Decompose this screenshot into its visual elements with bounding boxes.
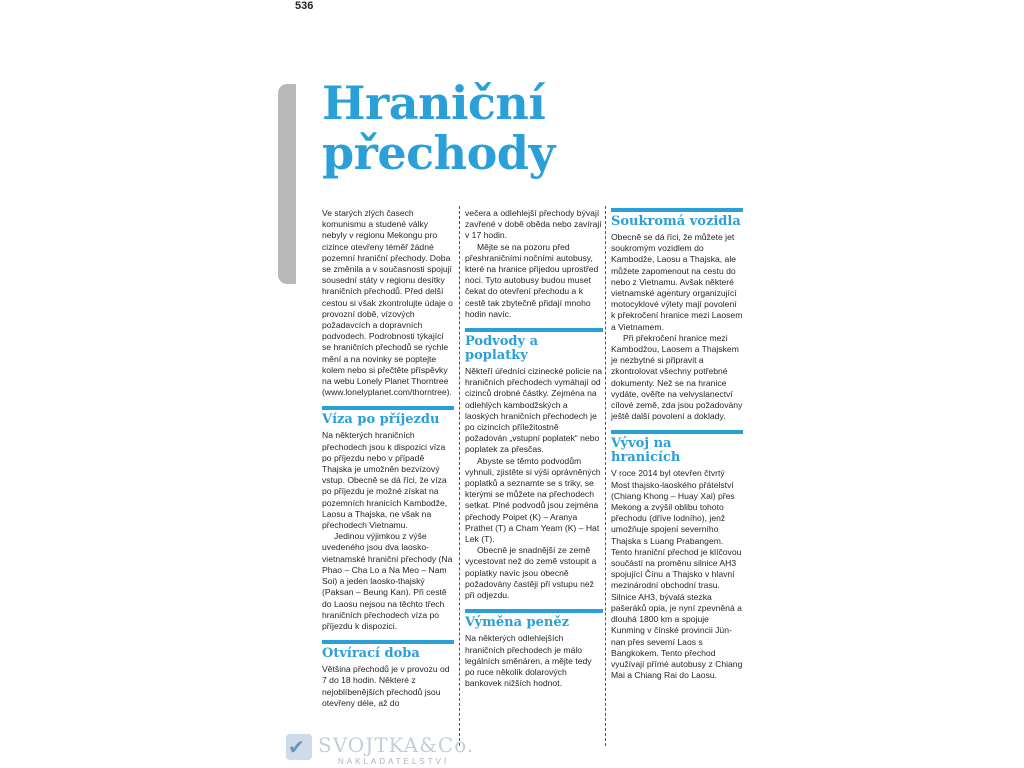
body-paragraph: Obecně je snadnější ze země vycestovat než do země vstoupit a poplatky navíc jsou obecně požadovány častěji při vstupu než při odjezdu. [465, 545, 597, 601]
section-heading: Soukromá vozidla [611, 214, 741, 229]
page-number: 536 [295, 0, 314, 12]
body-paragraph: Většina přechodů je v provozu od 7 do 18 hodin. Některé z nejoblíbenějších přechodů jsou otevřeny déle, až do [322, 664, 450, 708]
body-paragraph: Na některých odlehlejších hraničních přechodech je málo legálních směnáren, a mějte tedy po ruce několik dolarových bankovek nižších hodnot. [465, 633, 592, 689]
column-divider [605, 206, 606, 746]
body-paragraph: Na některých hraničních přechodech jsou k dispozici víza po příjezdu nebo v případě Thajska je umožněn bezvízový vstup. Obecně se dá říci, že víza po příjezdu je možné získat na pozemních hranicích Kambodže, Laosu a Thajska, ne však na přechodech Vietnamu. [322, 430, 448, 531]
section-heading: Podvody a poplatky [465, 334, 539, 364]
text-column-1 [322, 208, 454, 709]
chapter-side-tab [278, 84, 296, 284]
text-column-3 [611, 208, 743, 681]
section-header [322, 406, 454, 427]
section-header [611, 430, 743, 465]
section-header [611, 208, 743, 229]
text-column-2 [465, 208, 603, 689]
watermark-subtitle: NAKLADATELSTVÍ [338, 757, 450, 766]
body-paragraph: Někteří úředníci cizinecké policie na hraničních přechodech vymáhají od cizinců drobné částky. Zejména na odlehlých kambodžských a laoských hraničních přechodech je po cizincích příležitostně požadován „vstupní poplatek“ nebo poplatek za přesčas. [465, 366, 603, 455]
body-paragraph: Při překročení hranice mezi Kambodžou, Laosem a Thajskem je nezbytné si připravit a zkontrolovat všechny potřebné dokumenty. Než se na hranice vydáte, ověřte na velvyslanectví cílové země, zda jsou požadovány ještě další povolení a doklady. [611, 332, 743, 422]
section-accent-bar [611, 430, 743, 434]
body-paragraph: Jedinou výjimkou z výše uvedeného jsou dva laosko-vietnamské hraniční přechody (Na Phao – Cha Lo a Na Meo – Nam Soi) a jeden laosko-thajský (Paksan – Beung Kan). Při cestě do Laosu nejsou na těchto třech hraničních přechodech víza po příjezdu k dispozici. [322, 531, 453, 631]
checkmark-icon: ✔ [288, 735, 305, 759]
section-accent-bar [465, 328, 603, 332]
section-heading: Výměna peněz [465, 615, 570, 631]
section-heading: Otvírací doba [322, 646, 420, 662]
section-accent-bar [465, 609, 603, 613]
body-paragraph: Abyste se těmto podvodům vyhnuli, zjistěte si výši oprávněných poplatků a seznamte se s triky, se kterými se můžete na přechodech setkat. Plné podvodů jsou zejména přechody Poipet (K) – Aranya Prathet (T) a Cham Yeam (K) – Hat Lek (T). [465, 455, 601, 545]
section-header [322, 640, 454, 661]
section-heading: Vývoj na hranicích [611, 436, 681, 466]
section-heading: Víza po příjezdu [322, 412, 440, 428]
body-paragraph: Obecně se dá říci, že můžete jet soukromým vozidlem do Kambodže, Laosu a Thajska, ale můžete zapomenout na cestu do nebo z Vietnamu. Avšak některé vietnamské agentury organizující motocyklové výlety mají povolení k překročení hranice mezi Laosem a Vietnamem. [611, 232, 743, 332]
publisher-watermark [282, 732, 482, 768]
page-title-line-1: Hraniční [322, 76, 546, 130]
body-paragraph: V roce 2014 byl otevřen čtvrtý Most thajsko-laoského přátelství (Chiang Khong – Huay Xai) přes Mekong a zvýšil oblibu tohoto přechodu (dříve lodního), jenž umožňuje spojení severního Thajska s Luang Prabangem. Tento hraniční přechod je klíčovou součástí na proměnu silnice AH3 spojující Čínu a Thajsko v hlavní mezinárodní obchodní trasu. Silnice AH3, bývalá stezka pašeráků opia, je nyní zpevněná a dlouhá 1800 km a spojuje Kunming v čínské provincii Jün-nan přes severní Laos s Bangkokem. Tento přechod využívají přímé autobusy z Chiang Mai a Chiang Rai do Laosu. [611, 468, 743, 681]
page-title [322, 78, 555, 178]
column-divider [459, 206, 460, 746]
section-header [465, 328, 603, 363]
page-title-line-2: přechody [322, 126, 555, 180]
body-paragraph: večera a odlehlejší přechody bývají zavřené v době oběda nebo zavírají v 17 hodin. [465, 208, 602, 241]
body-paragraph: Mějte se na pozoru před přeshraničními nočními autobusy, které na hranice přijedou uprostřed noci. Tyto autobusy budou muset čekat do otevření přechodu a k cestě tak zbytečně přidají mnoho hodin navíc. [465, 241, 599, 319]
watermark-brand: SVOJTKA&Co. [318, 733, 475, 757]
section-accent-bar [611, 208, 743, 212]
section-accent-bar [322, 406, 454, 410]
body-paragraph: Ve starých zlých časech komunismu a studené války nebyly v regionu Mekongu pro cizince otevřeny téměř žádné pozemní hraniční přechody. Doba se změnila a v současnosti spojují sousední státy v regionu desítky hraničních přechodů. Před delší cestou si však zkontrolujte údaje o provozní době, vízových požadavcích a dopravních podvodech. Podrobnosti týkající se hraničních přechodů se rychle mění a na novinky se poptejte kolem nebo si přečtěte příspěvky na webu Lonely Planet Thorntree (www.lonelyplanet.com/thorntree). [322, 208, 453, 398]
section-accent-bar [322, 640, 454, 644]
section-header [465, 609, 603, 630]
